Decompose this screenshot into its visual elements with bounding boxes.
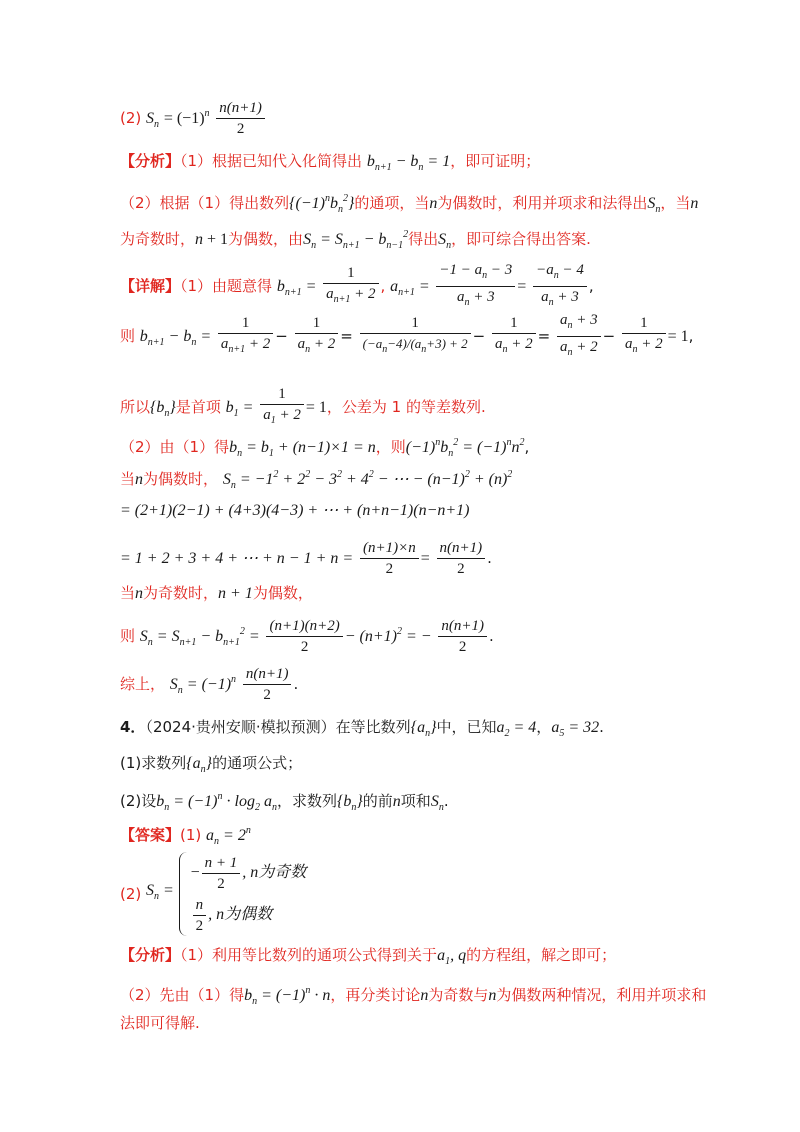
analysis4-line2: （2）先由（1）得$b_n = (-1)^n \cdot n$，再分类讨论n为奇数与n为偶数两种情况，利用并项求和 [120,985,707,1007]
answer-line-2 [120,98,730,139]
answer4-line2: (2) $S_n$ = − $\frac{n + 1}{2}$ , n为奇数 $\frac{n}{2}$ , n为偶数 [120,852,730,936]
part-label: (2) [120,109,142,127]
analysis1-line1: 【分析】（1）根据已知代入化简得出 $b_{n+1} - b_n = 1$，即可证明； [120,152,541,173]
analysis4-line3: 法即可得解. [120,1014,200,1032]
detail1-line6: = (2+1)(2−1) + (4+3)(4−3) + ⋯ + (n+n−1)(n−n+1) [120,502,470,519]
analysis4-line1: 【分析】（1）利用等比数列的通项公式得到关于$a_1$, q的方程组，解之即可； [120,946,617,967]
detail1-line1: 【详解】（1）由题意得 $b_{n+1}$ = $\frac{1}{a_{n+1} + 2}$ , $a_{n+1}$ = $\frac{-1 - a_n - 3}{a_n + 3}$ = $\frac{-a_n - 4}{a_n + 3}$ , [120,262,594,308]
analysis1-line2: （2）根据（1）得出数列$\{(-1)^nb_n^2\}$的通项，当n为偶数时，利用并项求和法得出$S_n$，当n [120,193,699,215]
math-s: $S_n$ [146,110,160,130]
fraction: $\frac{n(n+1)}{2}$ [216,98,265,139]
math-eq: = $(-1)^n$ [163,108,210,127]
detail1-line8: 当n为奇数时，n + 1为偶数， [120,584,313,602]
answer4-line1: 【答案】(1) $a_n = 2^n$ [120,825,251,847]
detail1-line4: （2）由（1）得$b_n = b_1 + (n-1)\times 1 = n$，则$(-1)^nb_n^2 = (-1)^nn^2$, [120,437,530,459]
detail1-line7: = 1 + 2 + 3 + 4 + ⋯ + n − 1 + n = $\frac{(n+1)\times n}{2}$ = $\frac{n(n+1)}{2}$ . [120,540,492,577]
piecewise: − $\frac{n + 1}{2}$ , n为奇数 $\frac{n}{2}$ , n为偶数 [179,852,307,936]
detail1-line10: 综上， $S_n = (-1)^n$ $\frac{n(n+1)}{2}$ . [120,666,299,703]
detail1-line2: 则 $b_{n+1} - b_n$ = $\frac{1}{a_{n+1} + 2}$ − $\frac{1}{a_n + 2}$ = $\frac{1}{(-a_n-4)/(a_n+3) + 2}$ − $\frac{1}{a_n + 2}$ = $\frac{a_n + 3}{a_n + 2}$ − $\frac{1}{a_n + 2}$ = 1, [120,312,694,358]
detail1-line9: 则 $S_n = S_{n+1} - b_{n+1}^2$ = $\frac{(n+1)(n+2)}{2}$ − $(n+1)^2$ = − $\frac{n(n+1)}{2}$ . [120,618,494,655]
math-diff: $b_{n+1} - b_n = 1$ [366,153,451,173]
detail1-line3: 所以$\{b_n\}$是首项 $b_1$ = $\frac{1}{a_1 + 2}$ = 1，公差为 1 的等差数列. [120,386,486,426]
detail1-line5: 当n为偶数时， $S_n = -1^2 + 2^2 - 3^2 + 4^2$ − ⋯ − $(n-1)^2 + (n)^2$ [120,469,513,491]
problem4-stem: 4．（2024·贵州安顺·模拟预测）在等比数列$\{a_n\}$中，已知$a_2 = 4$，$a_5 = 32$. [120,718,604,739]
problem4-q2: (2)设$b_n = (-1)^n \cdot \log_2 a_n$，求数列$\{b_n\}$的前n项和$S_n$. [120,791,449,813]
analysis1-line3: 为奇数时，n + 1为偶数，由$S_n = S_{n+1} - b_{n-1}^2$得出$S_n$，即可综合得出答案. [120,229,591,251]
problem4-q1: (1)求数列$\{a_n\}$的通项公式； [120,754,303,775]
